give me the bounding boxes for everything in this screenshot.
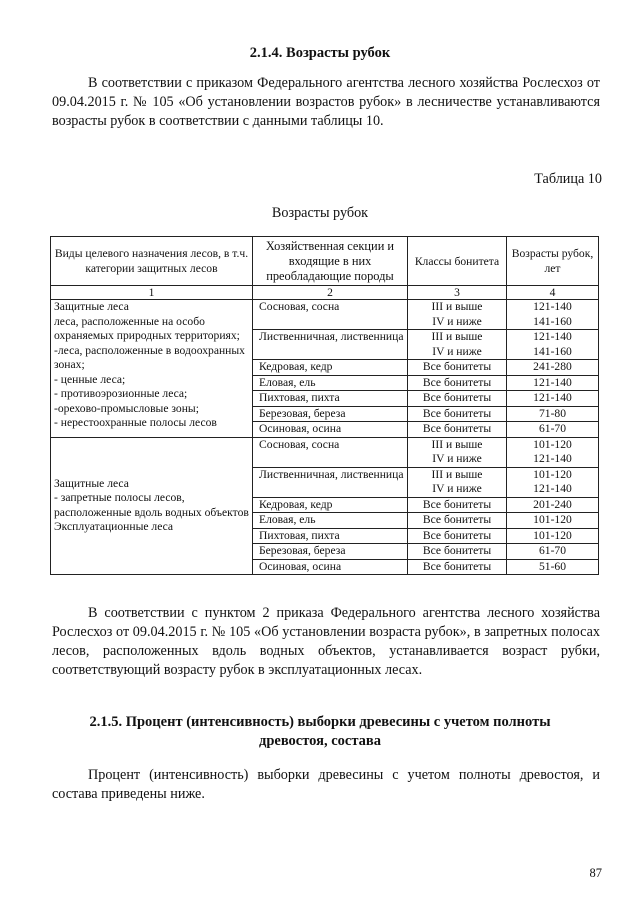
col-number: 2 (253, 286, 408, 300)
header-age: Возрасты рубок, лет (507, 237, 599, 286)
section-cell: Сосновая, сосна (253, 437, 408, 467)
section-cell: Осиновая, осина (253, 422, 408, 438)
section-cell: Пихтовая, пихта (253, 391, 408, 407)
bonitet-value: IV и ниже (432, 482, 482, 495)
bonitet-cell (408, 467, 507, 497)
purpose-line: леса, расположенные на особо охраняемых природных территориях; (54, 314, 240, 342)
age-cell (507, 300, 599, 330)
age-cell (507, 360, 599, 376)
bonitet-cell (408, 391, 507, 407)
col-number: 1 (51, 286, 253, 300)
section-cell: Еловая, ель (253, 513, 408, 529)
bonitet-cell (408, 360, 507, 376)
bonitet-value: IV и ниже (432, 344, 482, 358)
purpose-cell (51, 300, 253, 438)
purpose-line: - противоэрозионные леса; (54, 387, 188, 400)
bonitet-cell (408, 544, 507, 560)
bonitet-value: Все бонитеты (422, 422, 492, 435)
bonitet-cell (408, 330, 507, 360)
purpose-line: Защитные леса (54, 300, 129, 313)
section-cell: Еловая, ель (253, 375, 408, 391)
bonitet-value: III и выше (431, 330, 483, 343)
purpose-line: - нерестоохранные полосы лесов (54, 416, 217, 429)
bonitet-cell (408, 513, 507, 529)
age-cell (507, 528, 599, 544)
header-bonitet: Классы бонитета (408, 237, 507, 286)
page-number: 87 (589, 866, 602, 880)
bonitet-value: Все бонитеты (422, 375, 492, 389)
bonitet-cell (408, 528, 507, 544)
age-cell (507, 513, 599, 529)
age-value: 101-120 (533, 437, 572, 451)
bonitet-value: Все бонитеты (422, 360, 492, 373)
bonitet-value: Все бонитеты (422, 406, 492, 420)
table-row (51, 437, 599, 467)
age-cell (507, 497, 599, 513)
age-value: 101-120 (533, 467, 572, 481)
age-cell (507, 375, 599, 391)
bonitet-cell (408, 497, 507, 513)
col-number: 4 (507, 286, 599, 300)
bonitet-value: Все бонитеты (422, 513, 492, 526)
section-cell: Березовая, береза (253, 406, 408, 422)
bonitet-value: III и выше (431, 467, 483, 481)
heading-line: древостоя, состава (258, 733, 381, 749)
intro-paragraph: В соответствии с приказом Федерального агентства лесного хозяйства Рослесхоз от 09.04.2015 г. № 105 «Об установлении возрастов рубок» в лесничестве устанавливаются возрасты рубок в соответствии с данными таблицы 10. (52, 75, 600, 129)
section-cell: Сосновая, сосна (253, 300, 408, 330)
table-row (51, 300, 599, 330)
age-value: 101-120 (533, 513, 572, 526)
age-cell (507, 437, 599, 467)
age-value: 141-160 (533, 314, 572, 328)
purpose-cell (51, 437, 253, 575)
bonitet-cell (408, 406, 507, 422)
purpose-line: -леса, расположенные в водоохранных зонах; (54, 343, 245, 371)
age-value: 121-140 (533, 375, 572, 389)
header-purpose: Виды целевого назначения лесов, в т.ч. категории защитных лесов (51, 237, 253, 286)
age-value: 71-80 (538, 406, 567, 420)
section-heading-2-1-4: 2.1.4. Возрасты рубок (249, 45, 391, 61)
bonitet-cell (408, 422, 507, 438)
purpose-line: - ценные леса; (54, 372, 126, 386)
table-label: Таблица 10 (534, 171, 602, 187)
heading-line: 2.1.5. Процент (интенсивность) выборки древесины с учетом полноты (89, 714, 551, 730)
bonitet-value: III и выше (431, 300, 483, 313)
bonitet-value: IV и ниже (432, 314, 482, 328)
age-value: 61-70 (538, 544, 567, 557)
age-cell (507, 406, 599, 422)
age-value: 51-60 (538, 559, 567, 573)
section-heading-2-1-5 (0, 713, 640, 751)
age-value: 121-140 (533, 330, 572, 343)
section-cell: Осиновая, осина (253, 559, 408, 575)
bonitet-value: III и выше (431, 437, 483, 451)
bonitet-value: Все бонитеты (422, 559, 492, 573)
section-cell: Пихтовая, пихта (253, 528, 408, 544)
bonitet-cell (408, 300, 507, 330)
section-cell: Кедровая, кедр (253, 497, 408, 513)
age-value: 101-120 (533, 528, 572, 542)
third-paragraph: Процент (интенсивность) выборки древесины с учетом полноты древостоя, и состава приведены ниже. (52, 767, 600, 802)
age-cell (507, 391, 599, 407)
purpose-line: Эксплуатационные леса (54, 520, 174, 534)
age-value: 121-140 (533, 391, 572, 404)
table-title: Возрасты рубок (271, 205, 369, 221)
bonitet-value: Все бонитеты (422, 391, 492, 404)
age-value: 141-160 (533, 344, 572, 358)
age-value: 121-140 (533, 452, 572, 465)
bonitet-cell (408, 375, 507, 391)
purpose-line: Защитные леса (54, 476, 129, 490)
bonitet-cell (408, 559, 507, 575)
bonitet-value: Все бонитеты (422, 528, 492, 542)
age-cell (507, 330, 599, 360)
age-value: 201-240 (533, 497, 572, 511)
cutting-age-table (50, 236, 599, 575)
bonitet-cell (408, 437, 507, 467)
age-cell (507, 544, 599, 560)
section-cell: Кедровая, кедр (253, 360, 408, 376)
col-number: 3 (408, 286, 507, 300)
age-cell (507, 559, 599, 575)
bonitet-value: IV и ниже (432, 452, 482, 465)
age-value: 121-140 (533, 482, 572, 495)
header-section: Хозяйственная секции и входящие в них преобладающие породы (253, 237, 408, 286)
second-paragraph: В соответствии с пунктом 2 приказа Федерального агентства лесного хозяйства Рослесхоз от 09.04.2015 г. № 105 «Об установлении возраста рубок», в запретных полосах лесов, расположенных вдоль водных объектов, устанавливается возраст рубки, соответствующий возрасту рубок в эксплуатационных лесах. (52, 605, 600, 678)
purpose-line: - запретные полосы лесов, расположенные вдоль водных объектов (54, 491, 249, 519)
age-cell (507, 467, 599, 497)
bonitet-value: Все бонитеты (422, 497, 492, 511)
bonitet-value: Все бонитеты (422, 544, 492, 557)
age-cell (507, 422, 599, 438)
section-cell: Березовая, береза (253, 544, 408, 560)
section-cell: Лиственничная, лиственница (253, 330, 408, 360)
age-value: 61-70 (538, 422, 567, 435)
section-cell: Лиственничная, лиственница (253, 467, 408, 497)
age-value: 121-140 (533, 300, 572, 313)
purpose-line: -орехово-промысловые зоны; (54, 401, 199, 415)
age-value: 241-280 (533, 360, 572, 373)
